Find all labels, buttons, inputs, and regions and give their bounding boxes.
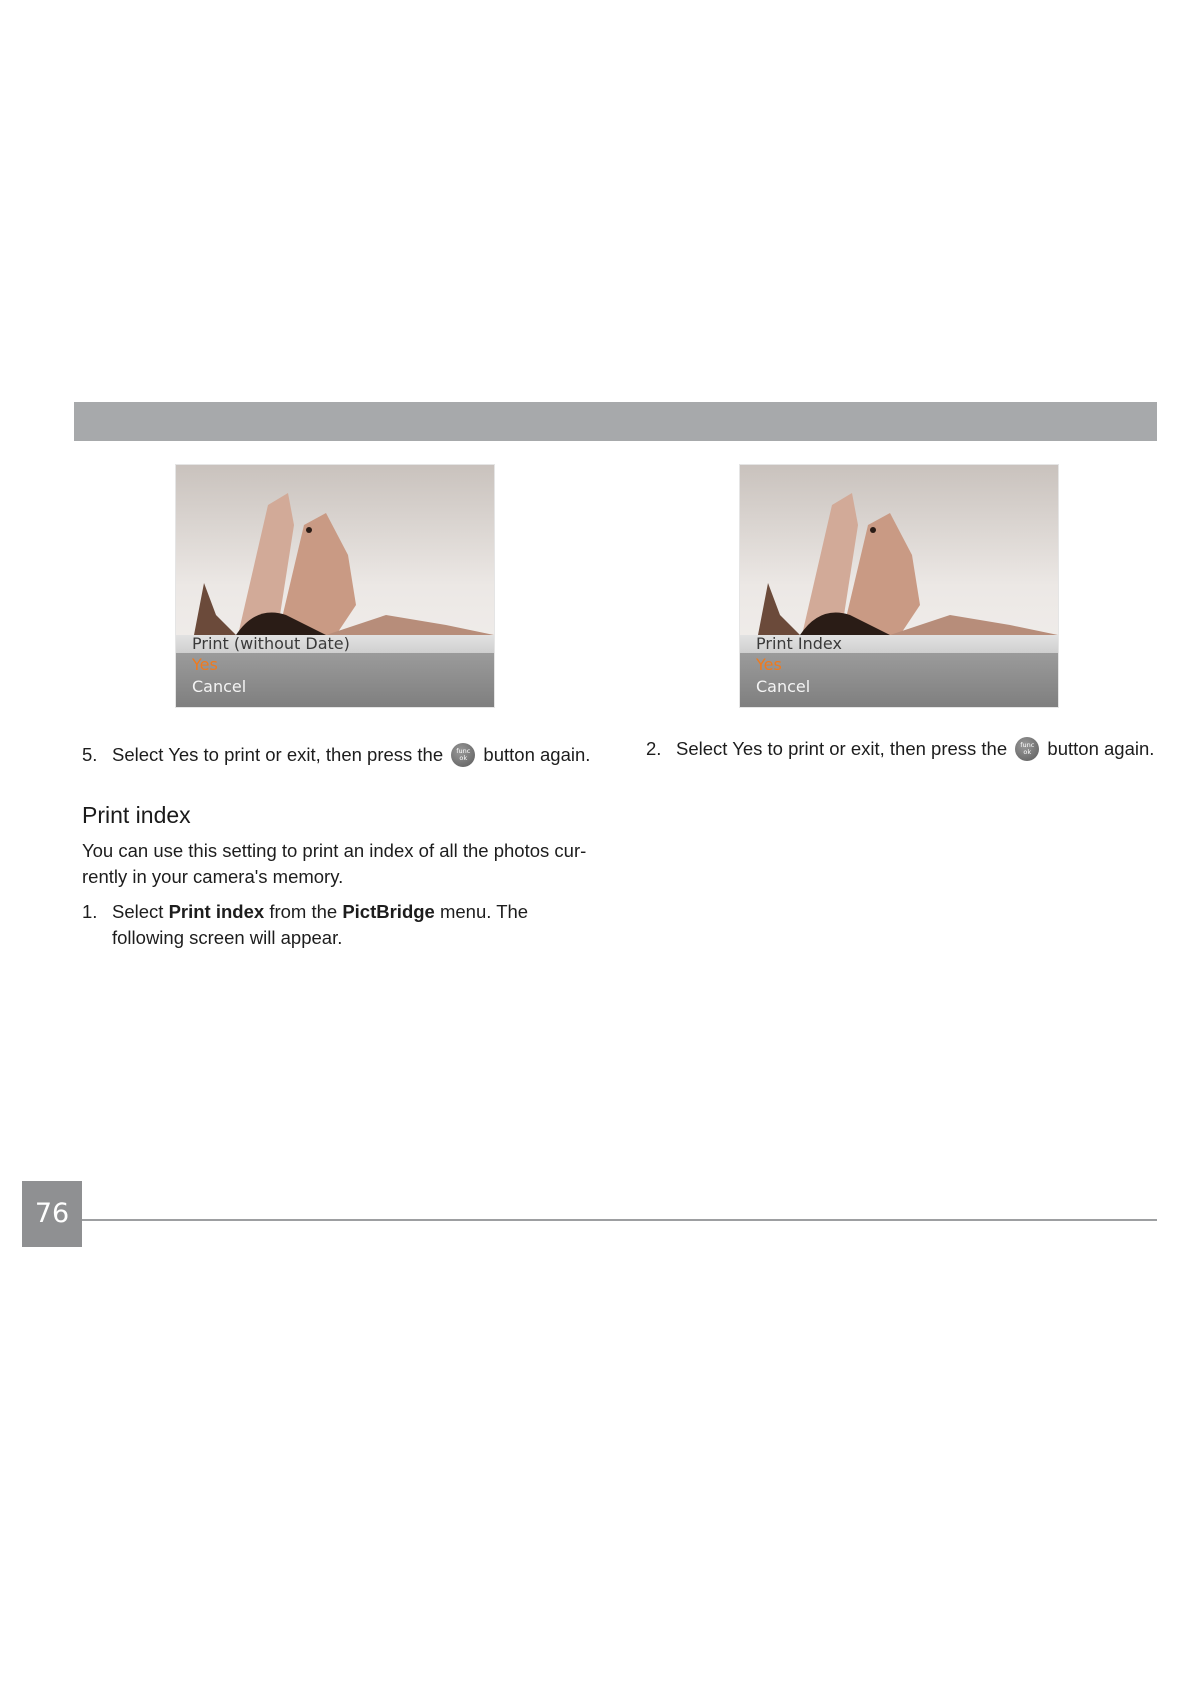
func-ok-button-icon: func ok — [1015, 737, 1039, 761]
step-text-before: Select Yes to print or exit, then press the — [676, 738, 1008, 759]
step-2-text — [676, 736, 1154, 762]
menu-option-cancel[interactable]: Cancel — [192, 677, 247, 696]
paragraph-line: You can use this setting to print an index of all the photos cur- — [82, 840, 587, 861]
step-5-text — [112, 742, 590, 768]
menu-option-yes[interactable]: Yes — [756, 655, 782, 674]
footer-rule — [82, 1219, 1157, 1221]
bold-menu-name: PictBridge — [342, 901, 435, 922]
menu-title: Print Index — [756, 634, 842, 653]
step-text-after: button again. — [1047, 738, 1155, 759]
section-header-band — [74, 402, 1157, 441]
menu-option-yes[interactable]: Yes — [192, 655, 218, 674]
func-ok-button-icon: func ok — [451, 743, 475, 767]
camera-screen-print-index — [740, 465, 1058, 707]
step-number: 2. — [646, 738, 662, 759]
section-heading: Print index — [82, 802, 191, 828]
camera-screen-print-without-date — [176, 465, 494, 707]
step-number: 5. — [82, 744, 98, 765]
step-text-before: Select Yes to print or exit, then press the — [112, 744, 444, 765]
step-1-line2: following screen will appear. — [112, 927, 343, 948]
menu-title: Print (without Date) — [192, 634, 350, 653]
page-number: 76 — [22, 1181, 82, 1247]
step-number: 1. — [82, 901, 98, 922]
step-1-text: Select Print index from the PictBridge menu. The — [112, 901, 529, 922]
paragraph-line: rently in your camera's memory. — [82, 866, 344, 887]
step-text-after: button again. — [483, 744, 591, 765]
menu-option-cancel[interactable]: Cancel — [756, 677, 811, 696]
bold-menu-item: Print index — [168, 901, 265, 922]
